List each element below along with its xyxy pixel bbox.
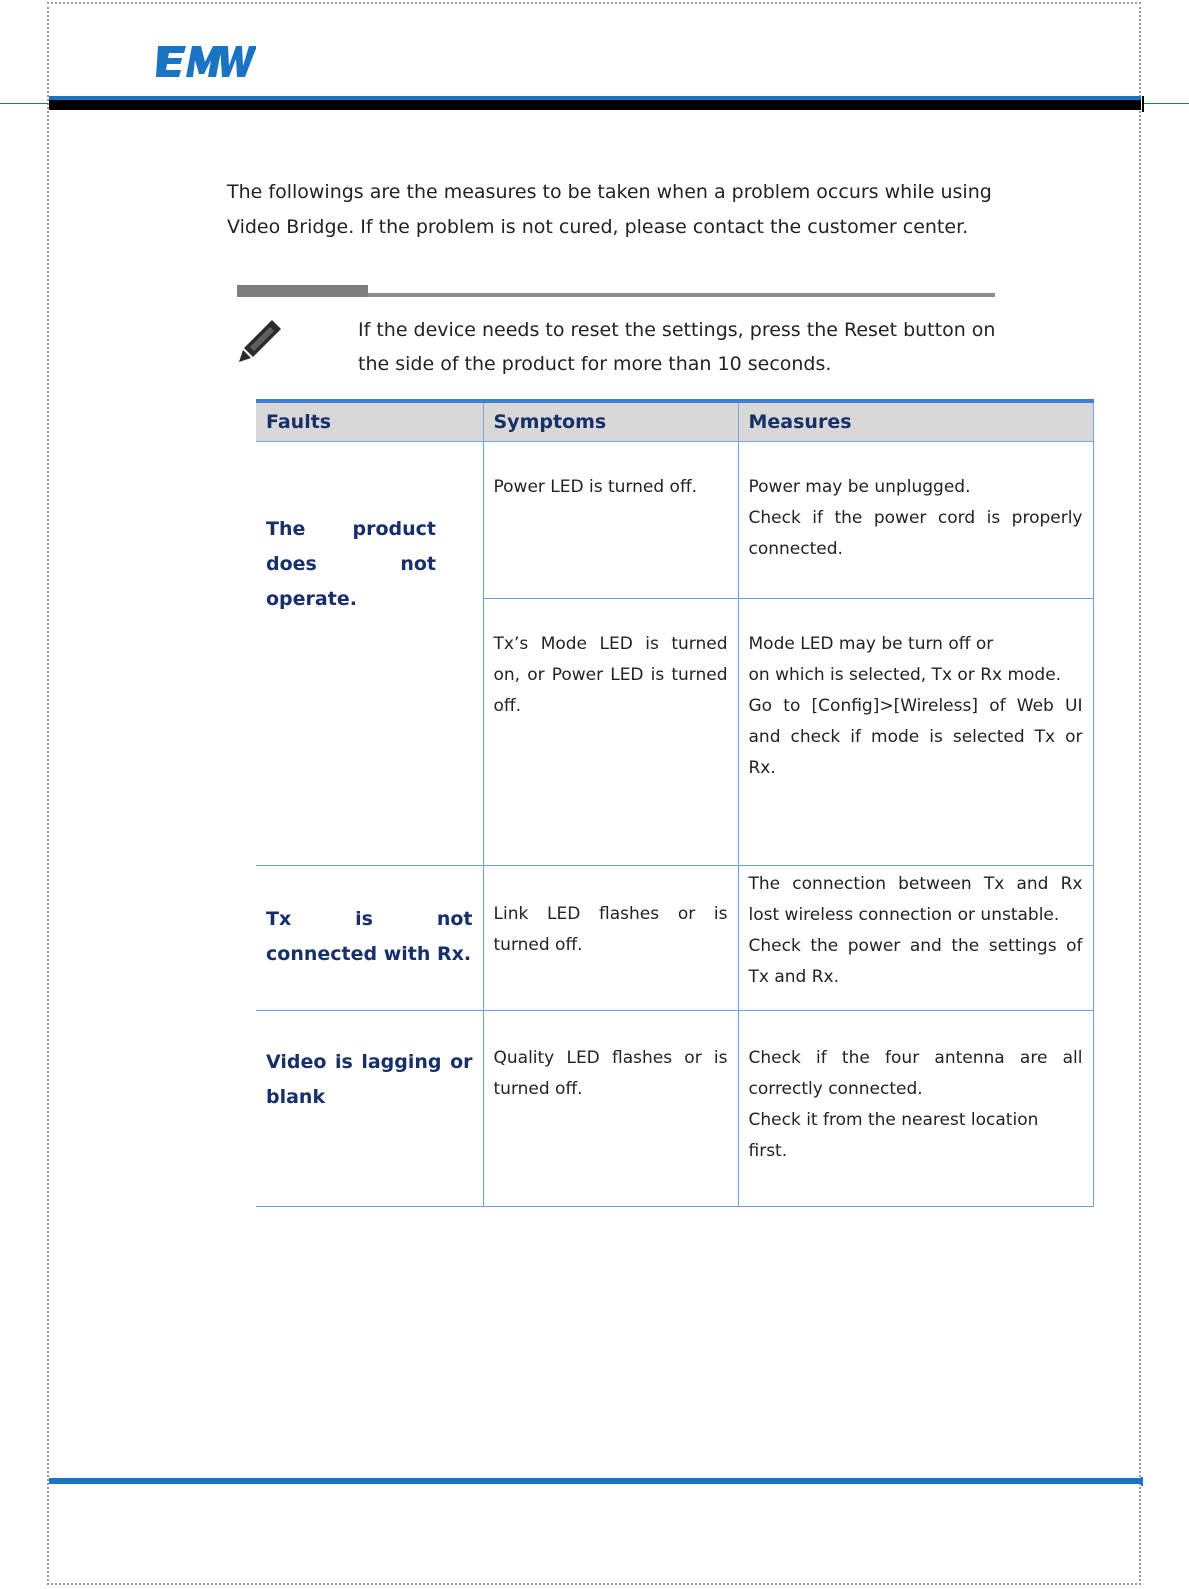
table-row	[256, 865, 1093, 1010]
symptom-cell: Power LED is turned off.	[483, 441, 738, 598]
symptom-cell: Quality LED flashes or is turned off.	[483, 1010, 738, 1206]
pencil-icon	[237, 318, 283, 364]
measure-cell	[738, 865, 1093, 1010]
troubleshooting-table	[256, 399, 1093, 1207]
symptom-cell: Link LED flashes or is turned off.	[483, 865, 738, 1010]
table-row	[256, 441, 1093, 598]
svg-text:EMW: EMW	[156, 42, 159, 43]
right-margin-tick	[1143, 103, 1189, 104]
measure-line: Check if the power cord is properly connected.	[748, 507, 1083, 559]
measure-line: Check the power and the settings of Tx and Rx.	[748, 935, 1083, 987]
note-text: If the device needs to reset the settings, press the Reset button on the side of the product for more than 10 seconds.	[358, 319, 996, 375]
fault-text: The product does not operate.	[266, 517, 436, 610]
left-margin-tick	[0, 103, 48, 104]
measure-line: Check it from the nearest location	[748, 1109, 1039, 1130]
header-measures: Measures	[738, 401, 1093, 441]
header-rule	[49, 96, 1141, 110]
header-faults: Faults	[256, 401, 483, 441]
measure-line: Mode LED may be turn off or	[748, 633, 994, 654]
footer-rule	[49, 1478, 1143, 1484]
measure-cell	[738, 598, 1093, 865]
measure-line: on which is selected, Tx or Rx mode.	[748, 664, 1062, 685]
fault-cell	[256, 441, 483, 865]
symptom-cell: Tx’s Mode LED is turned on, or Power LED is turned off.	[483, 598, 738, 865]
measure-line: The connection between Tx and Rx lost wireless connection or unstable.	[748, 873, 1083, 925]
measure-line: Check if the four antenna are all correctly connected.	[748, 1047, 1083, 1099]
footer-rule-cap	[1141, 1477, 1143, 1486]
measure-cell	[738, 1010, 1093, 1206]
header-symptoms: Symptoms	[483, 401, 738, 441]
measure-cell	[738, 441, 1093, 598]
measure-line: first.	[748, 1140, 788, 1161]
table-row	[256, 1010, 1093, 1206]
table-header-row	[256, 401, 1093, 441]
fault-text: Video is lagging or blank	[266, 1050, 473, 1108]
fault-cell	[256, 1010, 483, 1206]
fault-cell	[256, 865, 483, 1010]
intro-paragraph: The followings are the measures to be taken when a problem occurs while using Video Bridge. If the problem is not cured, please contact the customer center.	[227, 181, 992, 238]
measure-line: Power may be unplugged.	[748, 476, 971, 497]
measure-line: Go to [Config]>[Wireless] of Web UI and check if mode is selected Tx or Rx.	[748, 695, 1083, 778]
fault-text: Tx is not connected with Rx.	[266, 907, 473, 965]
emw-logo	[156, 42, 256, 82]
